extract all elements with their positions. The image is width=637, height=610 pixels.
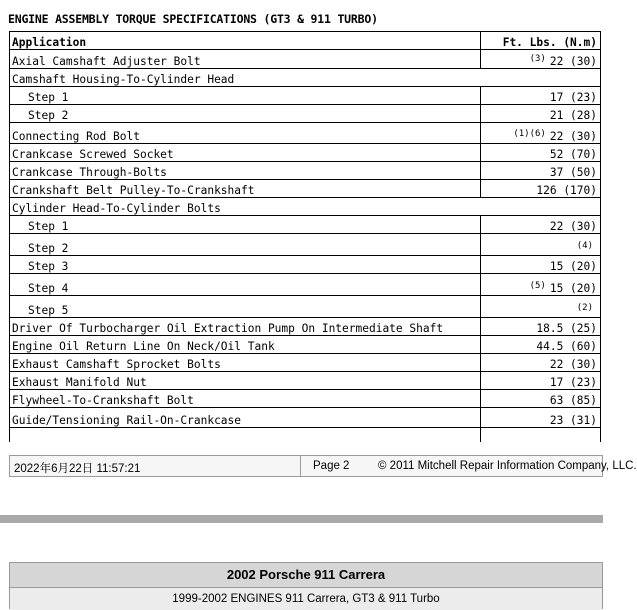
torque-value-text: 17 (23) — [549, 376, 597, 389]
footer-timestamp: 2022年6月22日 11:57:21 — [14, 463, 141, 475]
row-torque-value — [481, 336, 601, 354]
empty-cell — [481, 428, 601, 443]
next-page-header — [9, 562, 603, 609]
table-row — [10, 408, 601, 428]
row-torque-value — [481, 162, 601, 180]
table-row — [10, 50, 601, 69]
row-application: Step 4 — [10, 274, 481, 296]
row-torque-value — [481, 408, 601, 428]
row-torque-value — [481, 87, 601, 105]
header-application: Application — [10, 32, 481, 50]
row-torque-value — [481, 318, 601, 336]
row-application: Cylinder Head-To-Cylinder Bolts — [10, 198, 601, 216]
torque-value-text: 22 (30) — [549, 130, 597, 143]
torque-value-text: 37 (50) — [549, 166, 597, 179]
row-application: Step 1 — [10, 216, 481, 234]
row-application: Crankcase Through-Bolts — [10, 162, 481, 180]
table-row — [10, 372, 601, 390]
torque-value-text: 63 (85) — [549, 394, 597, 407]
row-torque-value — [481, 390, 601, 408]
footnote-ref: (3) — [529, 54, 546, 64]
row-application: Exhaust Camshaft Sprocket Bolts — [10, 354, 481, 372]
table-header-row — [10, 32, 601, 50]
footer-copyright: © 2011 Mitchell Repair Information Company, LLC. — [378, 460, 637, 472]
table-row — [10, 354, 601, 372]
page-footer — [9, 455, 637, 477]
torque-value-text: 22 (30) — [549, 220, 597, 233]
footnote-ref: (4) — [576, 241, 593, 251]
row-torque-value — [481, 180, 601, 198]
table-row — [10, 69, 601, 87]
table-row — [10, 198, 601, 216]
table-row-empty — [10, 428, 601, 443]
footer-separator — [300, 456, 301, 476]
page-divider — [0, 515, 603, 523]
footnote-ref: (5) — [529, 281, 546, 291]
row-application: Guide/Tensioning Rail-On-Crankcase — [10, 408, 481, 428]
torque-value-text: 52 (70) — [549, 148, 597, 161]
row-torque-value — [481, 256, 601, 274]
row-torque-value — [481, 234, 601, 256]
torque-value-text: 22 (30) — [549, 358, 597, 371]
row-torque-value — [481, 372, 601, 390]
row-torque-value — [481, 296, 601, 318]
table-row — [10, 216, 601, 234]
torque-value-text: 21 (28) — [549, 109, 597, 122]
row-application: Flywheel-To-Crankshaft Bolt — [10, 390, 481, 408]
row-application: Engine Oil Return Line On Neck/Oil Tank — [10, 336, 481, 354]
table-row — [10, 256, 601, 274]
row-torque-value — [481, 274, 601, 296]
footer-page-number: Page 2 — [313, 460, 350, 472]
row-application: Step 2 — [10, 234, 481, 256]
table-row — [10, 336, 601, 354]
row-application: Step 1 — [10, 87, 481, 105]
next-page-subtitle: 1999-2002 ENGINES 911 Carrera, GT3 & 911 Turbo — [10, 587, 602, 610]
row-application: Step 3 — [10, 256, 481, 274]
row-torque-value — [481, 105, 601, 123]
row-torque-value — [481, 216, 601, 234]
torque-value-text: 15 (20) — [549, 282, 597, 295]
torque-value-text: 23 (31) — [549, 414, 597, 427]
row-torque-value — [481, 354, 601, 372]
row-application: Axial Camshaft Adjuster Bolt — [10, 50, 481, 69]
row-application: Connecting Rod Bolt — [10, 123, 481, 144]
table-row — [10, 390, 601, 408]
table-row — [10, 144, 601, 162]
row-torque-value — [481, 123, 601, 144]
table-row — [10, 123, 601, 144]
table-row — [10, 318, 601, 336]
header-value: Ft. Lbs. (N.m) — [481, 32, 601, 50]
table-row — [10, 105, 601, 123]
row-application: Exhaust Manifold Nut — [10, 372, 481, 390]
table-row — [10, 296, 601, 318]
torque-value-text: 126 (170) — [536, 184, 597, 197]
table-row — [10, 234, 601, 256]
document-title: ENGINE ASSEMBLY TORQUE SPECIFICATIONS (GT3 & 911 TURBO) — [8, 12, 378, 26]
row-torque-value — [481, 50, 601, 69]
row-torque-value — [481, 144, 601, 162]
torque-spec-table — [9, 31, 601, 442]
next-page-title: 2002 Porsche 911 Carrera — [10, 563, 602, 587]
torque-value-text: 44.5 (60) — [536, 340, 597, 353]
empty-cell — [10, 428, 481, 443]
row-application: Step 5 — [10, 296, 481, 318]
table-row — [10, 180, 601, 198]
table-row — [10, 274, 601, 296]
row-application: Driver Of Turbocharger Oil Extraction Pump On Intermediate Shaft — [10, 318, 481, 336]
footnote-ref: (2) — [576, 303, 593, 313]
row-application: Crankshaft Belt Pulley-To-Crankshaft — [10, 180, 481, 198]
row-application: Camshaft Housing-To-Cylinder Head — [10, 69, 601, 87]
torque-value-text: 22 (30) — [549, 55, 597, 68]
row-application: Step 2 — [10, 105, 481, 123]
torque-value-text: 17 (23) — [549, 91, 597, 104]
row-application: Crankcase Screwed Socket — [10, 144, 481, 162]
torque-value-text: 15 (20) — [549, 260, 597, 273]
footnote-ref: (1)(6) — [513, 129, 546, 139]
table-row — [10, 87, 601, 105]
table-row — [10, 162, 601, 180]
torque-value-text: 18.5 (25) — [536, 322, 597, 335]
